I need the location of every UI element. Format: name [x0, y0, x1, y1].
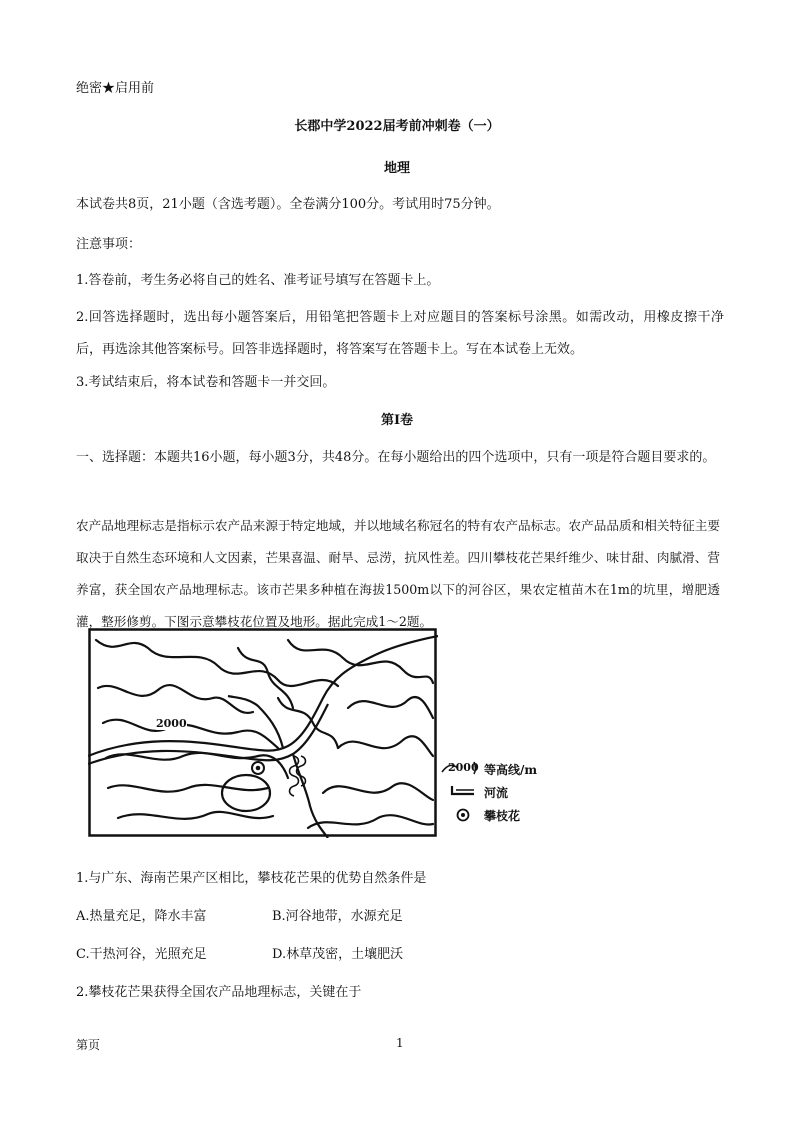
question-1-option-b: B.河谷地带，水源充足 [272, 909, 403, 924]
panzhihua-marker-dot [256, 766, 261, 771]
section-title: 第I卷 [380, 413, 414, 428]
map-legend [440, 760, 560, 840]
note-item-2: 2.回答选择题时，选出每小题答案后，用铅笔把答题卡上对应题目的答案标号涂黑。如需改动，用橡皮擦干净后，再选涂其他答案标号。回答非选择题时，将答案写在答题卡上。写在本试卷上无效。 [76, 310, 724, 357]
note-item-3: 3.考试结束后，将本试卷和答题卡一并交回。 [76, 375, 336, 390]
notes-heading: 注意事项： [76, 237, 142, 252]
map-contour-label: 2000 [156, 717, 187, 730]
exam-title: 长郡中学2022届考前冲刺卷（一） [294, 119, 500, 134]
question-1-option-a: A.热量充足，降水丰富 [76, 909, 207, 924]
question-2-stem: 2.攀枝花芒果获得全国农产品地理标志，关键在于 [76, 985, 362, 1000]
legend-contour-label: 等高线/m [484, 763, 538, 777]
legend-city-symbol [456, 808, 470, 822]
legend-contour-value: 2000 [448, 761, 479, 774]
footer-page-label: 第页 [76, 1038, 101, 1052]
confidential-mark: 绝密★启用前 [76, 81, 155, 96]
legend-river-label: 河流 [484, 786, 509, 800]
contour-map-svg [88, 628, 438, 838]
note-item-1: 1.答卷前，考生务必将自己的姓名、准考证号填写在答题卡上。 [76, 273, 440, 288]
question-1-option-d: D.林草茂密，土壤肥沃 [272, 947, 404, 962]
section-instruction: 一、选择题：本题共16小题，每小题3分，共48分。在每小题给出的四个选项中，只有一项是符合题目要求的。 [76, 450, 716, 465]
footer-page-number: 1 [396, 1036, 404, 1050]
passage-text: 农产品地理标志是指标示农产品来源于特定地域，并以地域名称冠名的特有农产品标志。农产品品质和相关特征主要取决于自然生态环境和人文因素，芒果喜温、耐旱、忌涝，抗风性差。四川攀枝花芒果纤维少、味甘甜、肉腻滑、营养富，获全国农产品地理标志。该市芒果多种植在海拔1500m以下的河谷区，果农定植苗木在1m的坑里，增肥透灌，整形修剪。下图示意攀枝花位置及地形。据此完成1～2题。 [76, 518, 720, 629]
question-1-stem: 1.与广东、海南芒果产区相比，攀枝花芒果的优势自然条件是 [76, 871, 427, 886]
map-frame [90, 630, 436, 836]
exam-intro: 本试卷共8页，21小题（含选考题）。全卷满分100分。考试用时75分钟。 [76, 197, 500, 212]
subject-title: 地理 [383, 161, 410, 176]
legend-city-label: 攀枝花 [484, 809, 521, 823]
topographic-map [88, 628, 438, 838]
question-1-option-c: C.干热河谷，光照充足 [76, 947, 207, 962]
legend-river-symbol [450, 784, 476, 798]
